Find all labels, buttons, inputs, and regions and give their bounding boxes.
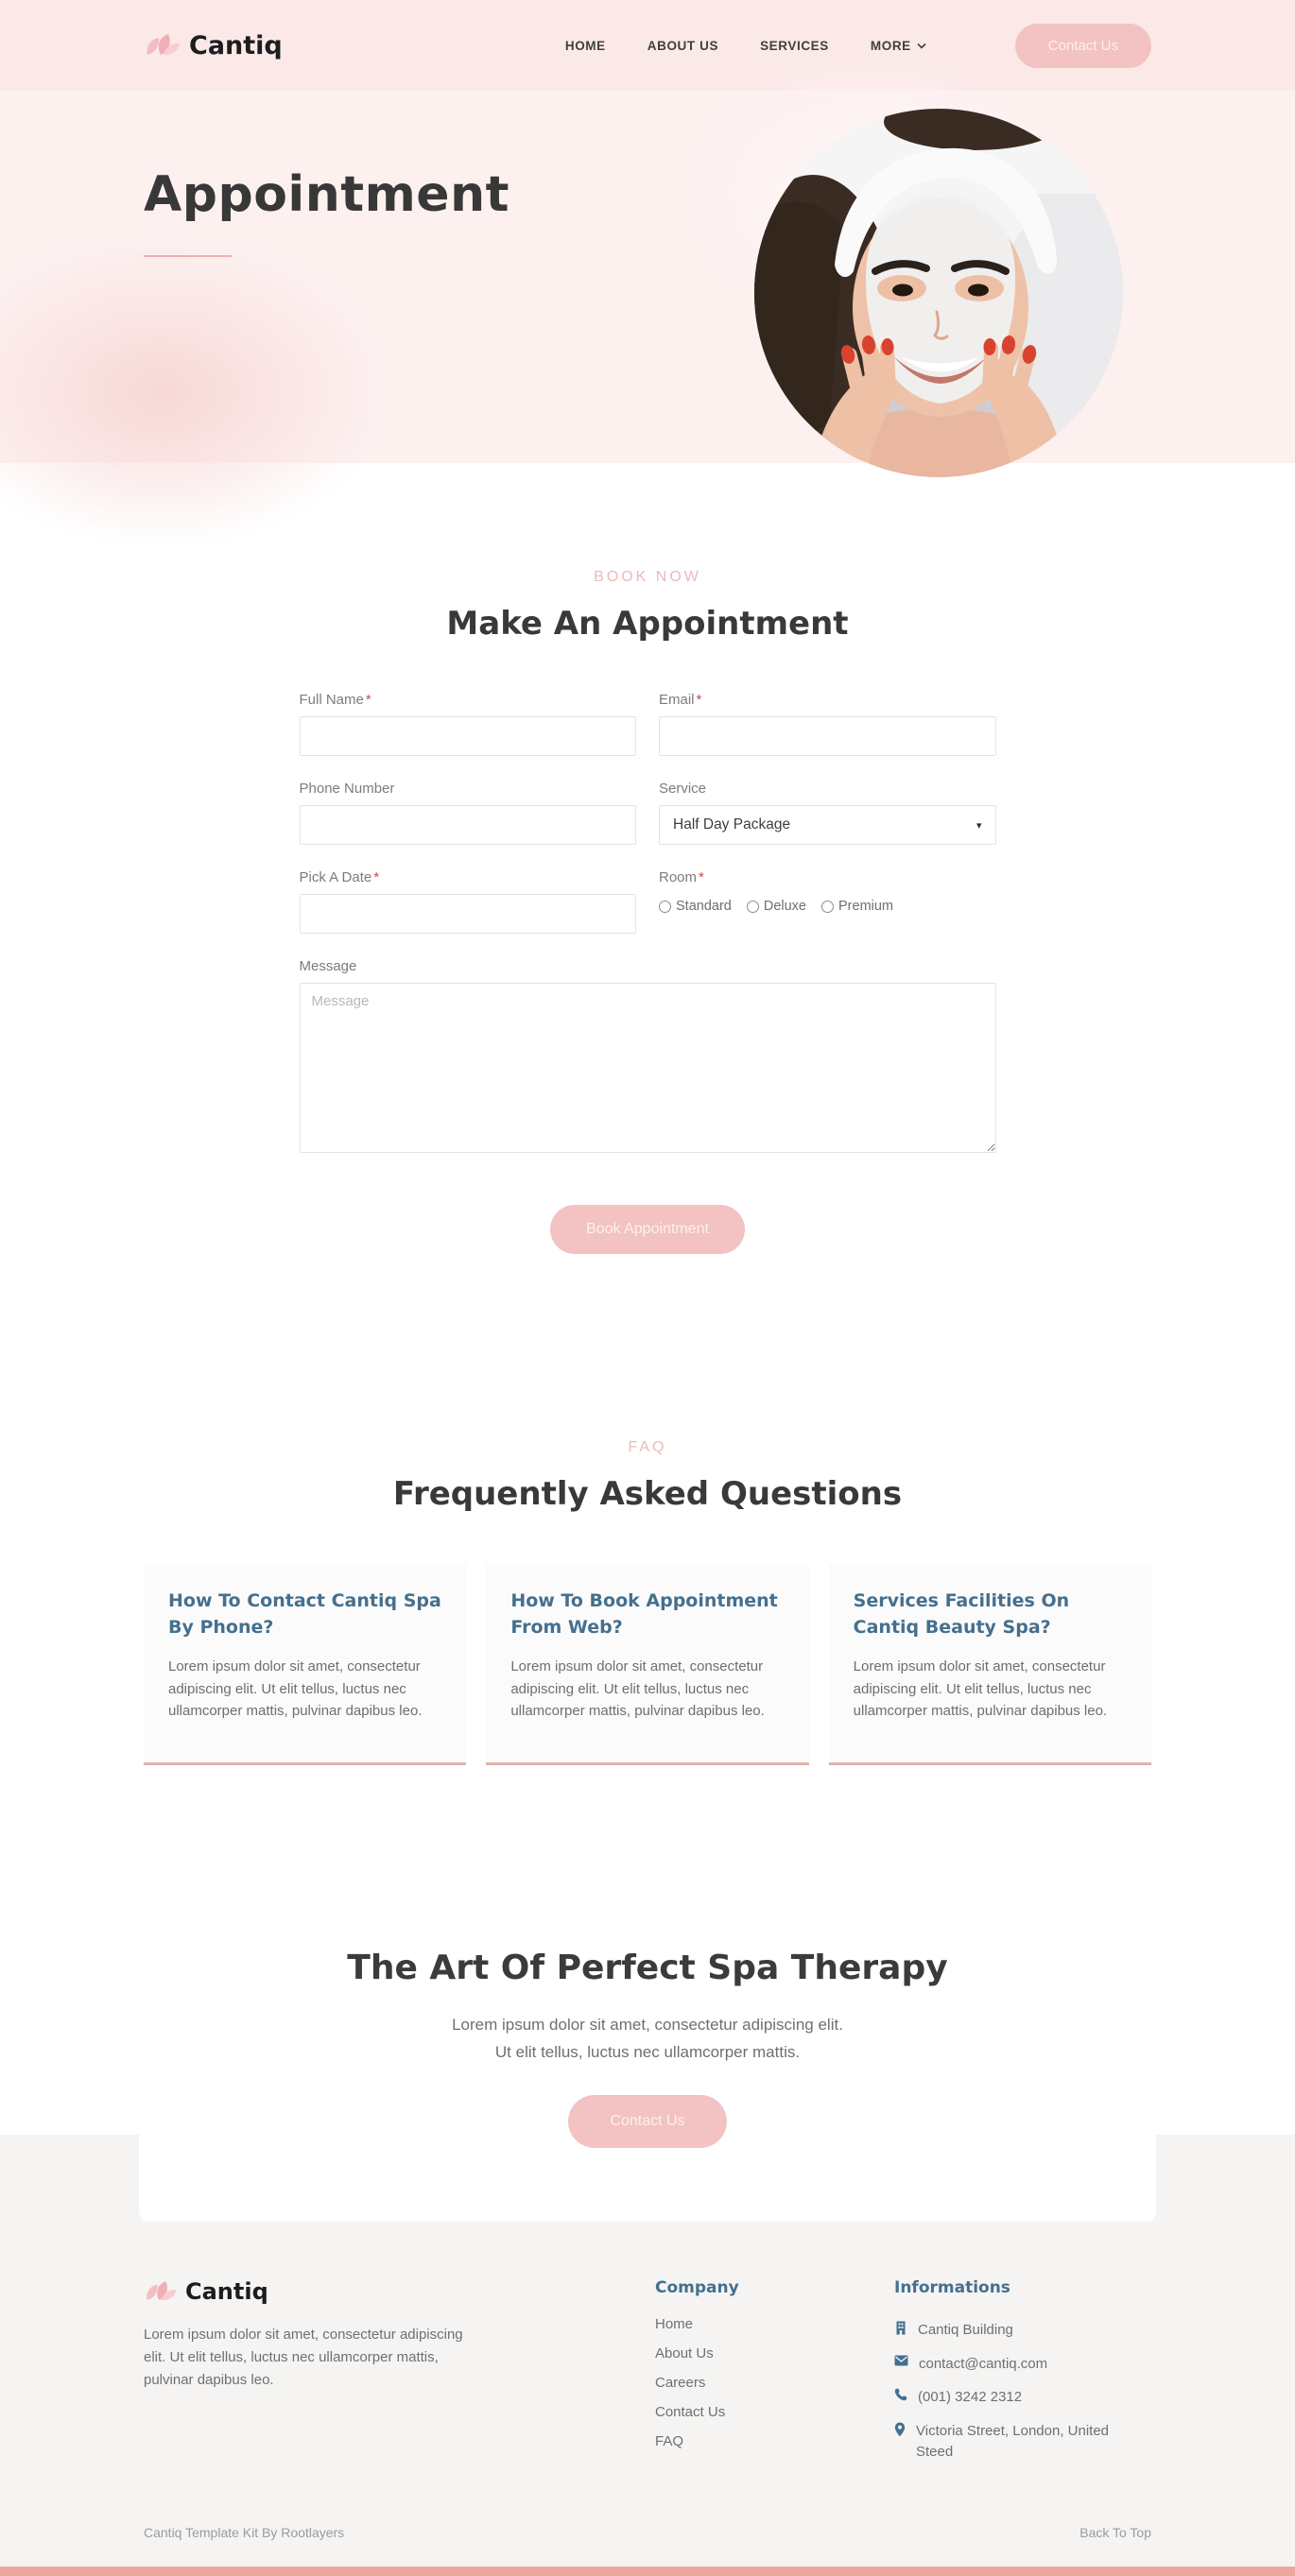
service-select-value: Half Day Package — [673, 816, 791, 833]
booking-title: Make An Appointment — [446, 605, 849, 643]
contact-us-button[interactable]: Contact Us — [1015, 24, 1151, 68]
footer-company — [655, 2278, 816, 2476]
radio-icon — [659, 901, 671, 913]
nav-item-more-label: MORE — [870, 38, 911, 53]
full-name-input[interactable] — [300, 716, 637, 756]
chevron-down-icon — [917, 43, 926, 49]
footer-credit: Cantiq Template Kit By Rootlayers — [144, 2524, 345, 2540]
info-item-building: Cantiq Building — [894, 2320, 1151, 2341]
faq-eyebrow: FAQ — [628, 1439, 667, 1455]
hero-photo — [754, 109, 1123, 477]
faq-card-title: How To Book Appointment From Web? — [510, 1590, 778, 1638]
room-radio-group — [659, 899, 996, 914]
faq-section — [0, 1341, 1295, 1765]
service-select[interactable] — [659, 805, 996, 845]
cta-section — [0, 1765, 1295, 2222]
cta-card — [139, 1877, 1156, 2222]
faq-card-body: Lorem ipsum dolor sit amet, consectetur adipiscing elit. Ut elit tellus, luctus nec ullamcorper mattis, pulvinar dapibus leo. — [510, 1658, 765, 1720]
faq-card-body: Lorem ipsum dolor sit amet, consectetur adipiscing elit. Ut elit tellus, luctus nec ullamcorper mattis, pulvinar dapibus leo. — [168, 1658, 423, 1720]
lotus-logo-icon — [144, 2280, 178, 2303]
phone-input[interactable] — [300, 805, 637, 845]
email-input[interactable] — [659, 716, 996, 756]
required-marker: * — [365, 692, 371, 708]
footer-link-contact-us[interactable]: Contact Us — [655, 2403, 726, 2420]
footer-about-text: Lorem ipsum dolor sit amet, consectetur adipiscing elit. Ut elit tellus, luctus nec ullamcorper mattis, pulvinar dapibus leo. — [144, 2326, 463, 2388]
room-radio-deluxe[interactable]: Deluxe — [747, 899, 806, 914]
footer-bottom-bar — [144, 2525, 1151, 2567]
radio-icon — [821, 901, 834, 913]
submit-row — [300, 1182, 996, 1254]
brand-logo[interactable] — [144, 31, 283, 60]
footer-link-faq[interactable]: FAQ — [655, 2432, 684, 2449]
informations-list — [894, 2320, 1151, 2463]
cta-contact-us-button[interactable]: Contact Us — [568, 2095, 726, 2148]
informations-heading: Informations — [894, 2277, 1010, 2297]
nav-item-more[interactable] — [871, 39, 926, 53]
nav-item-home[interactable]: HOME — [564, 38, 606, 53]
map-pin-icon — [894, 2422, 906, 2437]
info-item-phone[interactable]: (001) 3242 2312 — [894, 2387, 1151, 2408]
footer-accent-strip — [0, 2567, 1295, 2576]
booking-eyebrow: BOOK NOW — [594, 569, 701, 585]
field-phone — [300, 781, 637, 845]
service-label: Service — [659, 781, 707, 797]
date-input[interactable] — [300, 894, 637, 934]
footer-link-home[interactable]: Home — [655, 2315, 694, 2332]
room-label: Room * — [659, 869, 704, 885]
building-icon — [894, 2321, 907, 2335]
title-underline — [144, 255, 232, 257]
booking-section — [0, 463, 1295, 1341]
radio-icon — [747, 901, 759, 913]
faq-cards — [144, 1564, 1151, 1765]
footer-informations — [894, 2278, 1151, 2476]
footer-link-about-us[interactable]: About Us — [655, 2344, 714, 2361]
phone-icon — [894, 2388, 907, 2401]
faq-card — [486, 1564, 808, 1765]
footer-brand-logo[interactable] — [144, 2278, 465, 2305]
message-label: Message — [299, 958, 357, 974]
field-email — [659, 692, 996, 756]
nav-item-services[interactable]: SERVICES — [760, 38, 829, 53]
field-date — [300, 869, 637, 934]
required-marker: * — [373, 869, 380, 885]
site-header — [0, 0, 1295, 91]
faq-title: Frequently Asked Questions — [392, 1475, 903, 1513]
envelope-icon — [894, 2355, 908, 2366]
faq-card — [144, 1564, 466, 1765]
field-room — [659, 869, 996, 934]
faq-card-title: How To Contact Cantiq Spa By Phone? — [168, 1590, 441, 1638]
full-name-label: Full Name * — [299, 692, 371, 708]
page-title: Appointment — [144, 166, 509, 223]
nav-item-about-us[interactable]: ABOUT US — [647, 38, 719, 53]
info-item-email[interactable]: contact@cantiq.com — [894, 2354, 1151, 2375]
phone-label: Phone Number — [299, 781, 395, 797]
required-marker: * — [699, 869, 704, 885]
faq-card-title: Services Facilities On Cantiq Beauty Spa? — [853, 1590, 1070, 1638]
info-item-address: Victoria Street, London, United Steed — [894, 2421, 1151, 2463]
book-appointment-button[interactable]: Book Appointment — [550, 1205, 745, 1254]
room-radio-standard[interactable]: Standard — [659, 899, 732, 914]
required-marker: * — [696, 692, 702, 708]
appointment-form — [300, 692, 996, 1254]
back-to-top-link[interactable]: Back To Top — [1079, 2524, 1151, 2540]
footer-about — [144, 2278, 465, 2476]
hero-section — [0, 91, 1295, 463]
room-radio-premium[interactable]: Premium — [821, 899, 893, 914]
message-textarea[interactable] — [300, 983, 996, 1153]
field-message — [300, 958, 996, 1158]
date-label: Pick A Date * — [299, 869, 380, 885]
footer-link-careers[interactable]: Careers — [655, 2374, 706, 2391]
cta-text: Lorem ipsum dolor sit amet, consectetur adipiscing elit. Ut elit tellus, luctus nec ullamcorper mattis. — [452, 2016, 843, 2062]
field-full-name — [300, 692, 637, 756]
cta-title: The Art Of Perfect Spa Therapy — [347, 1949, 948, 1988]
company-heading: Company — [655, 2277, 739, 2297]
brand-name: Cantiq — [189, 30, 283, 60]
faq-card — [829, 1564, 1151, 1765]
field-service — [659, 781, 996, 845]
lotus-logo-icon — [144, 33, 181, 58]
email-label: Email * — [659, 692, 702, 708]
faq-card-body: Lorem ipsum dolor sit amet, consectetur adipiscing elit. Ut elit tellus, luctus nec ullamcorper mattis, pulvinar dapibus leo. — [853, 1658, 1108, 1720]
select-caret-icon: ▾ — [976, 819, 982, 832]
brand-name: Cantiq — [185, 2277, 268, 2305]
company-links — [655, 2316, 816, 2450]
